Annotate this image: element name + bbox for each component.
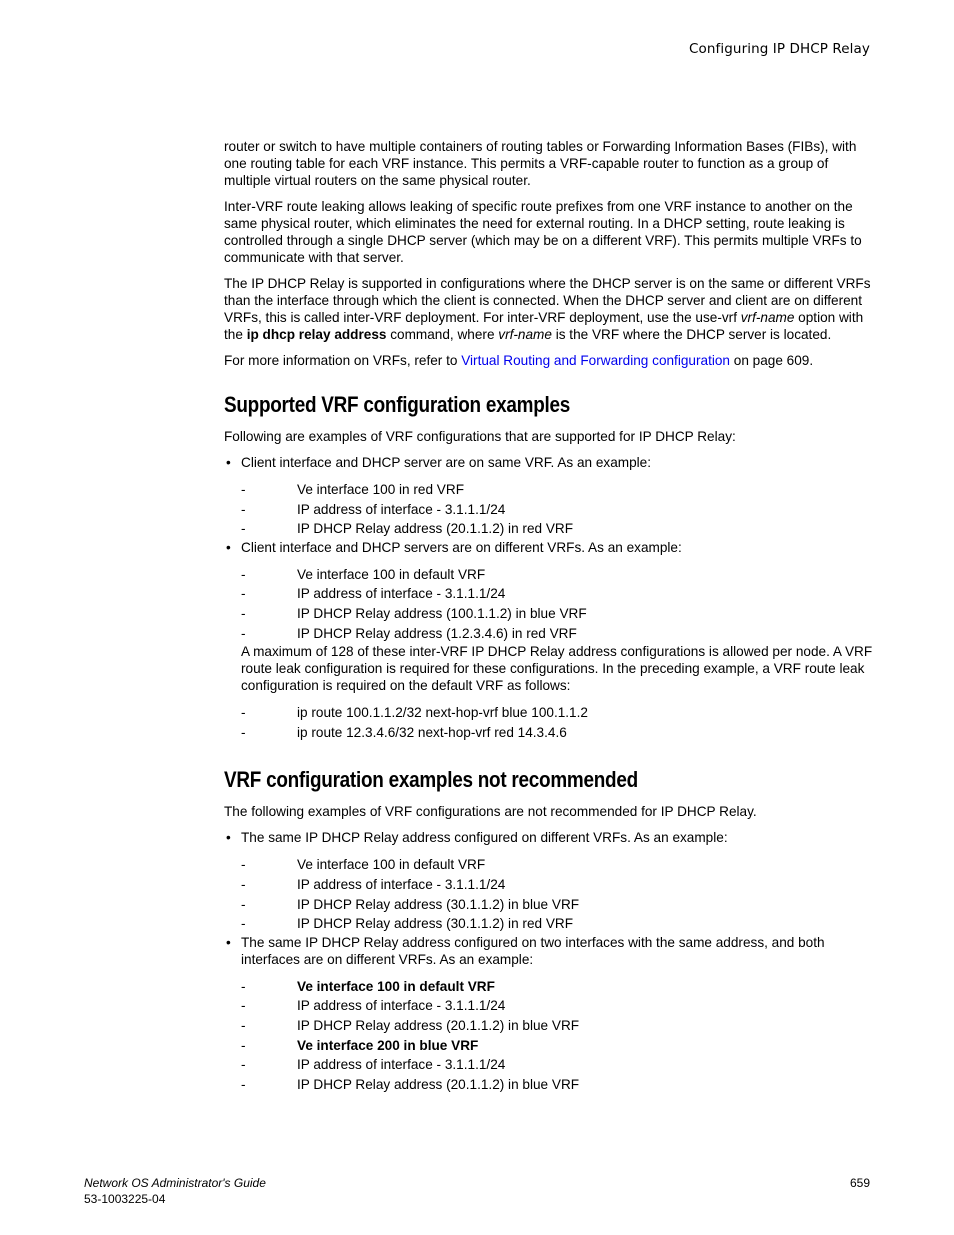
- not-recommended-examples-list: [224, 829, 874, 1094]
- section-heading-not-recommended: VRF configuration examples not recommended: [224, 767, 638, 793]
- footer-doc-title: Network OS Administrator's Guide: [84, 1176, 266, 1190]
- list-item: - IP address of interface - 3.1.1.1/24: [241, 996, 874, 1016]
- section-lead-not-recommended: The following examples of VRF configurations are not recommended for IP DHCP Relay.: [224, 804, 757, 820]
- list-item: - Ve interface 100 in default VRF: [241, 977, 874, 997]
- list-item: - IP DHCP Relay address (100.1.1.2) in blue VRF: [241, 604, 874, 624]
- list-item: - Ve interface 100 in default VRF: [241, 565, 874, 585]
- list-item: - IP DHCP Relay address (1.2.3.4.6) in red VRF: [241, 624, 874, 644]
- list-item: - IP DHCP Relay address (30.1.1.2) in blue VRF: [241, 895, 874, 915]
- vrf-name-param: vrf-name: [740, 310, 795, 325]
- dash-marker: -: [241, 521, 246, 537]
- list-item: [224, 934, 874, 1095]
- dash-marker: -: [241, 705, 246, 721]
- dash-marker: -: [241, 998, 246, 1014]
- command-name: ip dhcp relay address: [246, 327, 387, 342]
- supported-examples-list: [224, 454, 874, 742]
- list-item: [224, 829, 874, 933]
- dash-marker: -: [241, 896, 246, 912]
- list-item: - IP address of interface - 3.1.1.1/24: [241, 500, 874, 520]
- bullet-text: The same IP DHCP Relay address configured on two interfaces with the same address, and both interfaces are on different VRFs. As an example:: [241, 934, 825, 967]
- list-item: [224, 454, 874, 539]
- bullet-marker: •: [226, 539, 231, 555]
- example-list: [241, 565, 874, 643]
- footer-doc-number: 53-1003225-04: [84, 1192, 166, 1206]
- list-item: - IP address of interface - 3.1.1.1/24: [241, 1055, 874, 1075]
- intro-paragraph-2: Inter-VRF route leaking allows leaking of specific route prefixes from one VRF instance to another on the same physical router, which eliminates the need for external routing. In a DHCP setting, route leaking is controlled through a single DHCP server (which may be on a different VRF). This permits multiple VRFs to communicate with that server.: [224, 199, 862, 265]
- intro-paragraph-3: The IP DHCP Relay is supported in configurations where the DHCP server is on the same or different VRFs than the interface through which the client is connected. When the DHCP server and client are on different VRFs, this is called inter-VRF deployment. For inter-VRF deployment, use the use-vrf vrf-name option with the ip dhcp relay address command, where vrf-name is the VRF where the DHCP server is located.: [224, 276, 871, 342]
- intro-paragraph-1: router or switch to have multiple containers of routing tables or Forwarding Information Bases (FIBs), with one routing table for each VRF instance. This permits a VRF-capable router to function as a group of multiple virtual routers on the same physical router.: [224, 139, 857, 188]
- dash-marker: -: [241, 586, 246, 602]
- dash-marker: -: [241, 916, 246, 932]
- bullet-text: Client interface and DHCP server are on same VRF. As an example:: [241, 455, 652, 470]
- dash-marker: -: [241, 501, 246, 517]
- list-item: - IP DHCP Relay address (30.1.1.2) in red VRF: [241, 914, 874, 934]
- intro-paragraph-4: For more information on VRFs, refer to Virtual Routing and Forwarding configuration on page 609.: [224, 353, 814, 368]
- vrf-name-param: vrf-name: [498, 327, 552, 342]
- vrf-config-link[interactable]: Virtual Routing and Forwarding configuration: [461, 353, 730, 368]
- dash-marker: -: [241, 625, 246, 641]
- list-item: - ip route 100.1.1.2/32 next-hop-vrf blue 100.1.1.2: [241, 703, 874, 723]
- list-item: - IP DHCP Relay address (20.1.1.2) in red VRF: [241, 519, 874, 539]
- dash-marker: -: [241, 876, 246, 892]
- dash-marker: -: [241, 1076, 246, 1092]
- list-item: - IP DHCP Relay address (20.1.1.2) in blue VRF: [241, 1075, 874, 1095]
- example-list: [241, 977, 874, 1095]
- list-item: - Ve interface 200 in blue VRF: [241, 1036, 874, 1056]
- route-leak-note: A maximum of 128 of these inter-VRF IP DHCP Relay address configurations is allowed per node. A VRF route leak configuration is required for these configurations. In the preceding example, a VRF route leak configuration is required on the default VRF as follows:: [241, 644, 873, 694]
- running-header: Configuring IP DHCP Relay: [689, 41, 870, 57]
- bullet-marker: •: [226, 830, 231, 846]
- list-item: - IP address of interface - 3.1.1.1/24: [241, 875, 874, 895]
- list-item: - IP DHCP Relay address (20.1.1.2) in blue VRF: [241, 1016, 874, 1036]
- dash-marker: -: [241, 724, 246, 740]
- list-item: - Ve interface 100 in red VRF: [241, 480, 874, 500]
- dash-marker: -: [241, 482, 246, 497]
- dash-marker: -: [241, 1037, 246, 1053]
- bullet-marker: •: [226, 455, 231, 470]
- list-item: - Ve interface 100 in default VRF: [241, 855, 874, 875]
- dash-marker: -: [241, 605, 246, 621]
- example-list: [241, 480, 874, 539]
- list-item: [224, 539, 874, 743]
- footer-page-number: 659: [849, 1176, 870, 1190]
- footer-doc-info: [84, 1175, 266, 1207]
- dash-marker: -: [241, 1017, 246, 1033]
- section-lead-supported: Following are examples of VRF configurations that are supported for IP DHCP Relay:: [224, 429, 736, 444]
- list-item: - ip route 12.3.4.6/32 next-hop-vrf red 14.3.4.6: [241, 723, 874, 743]
- bullet-text: Client interface and DHCP servers are on different VRFs. As an example:: [241, 539, 682, 555]
- dash-marker: -: [241, 1057, 246, 1073]
- dash-marker: -: [241, 857, 246, 873]
- route-list: [241, 703, 874, 742]
- page-content: [224, 138, 874, 1094]
- bullet-marker: •: [226, 934, 231, 950]
- dash-marker: -: [241, 566, 246, 582]
- example-list: [241, 855, 874, 933]
- bullet-text: The same IP DHCP Relay address configured on different VRFs. As an example:: [241, 830, 728, 846]
- list-item: - IP address of interface - 3.1.1.1/24: [241, 584, 874, 604]
- section-heading-supported: Supported VRF configuration examples: [224, 392, 571, 417]
- dash-marker: -: [241, 978, 246, 994]
